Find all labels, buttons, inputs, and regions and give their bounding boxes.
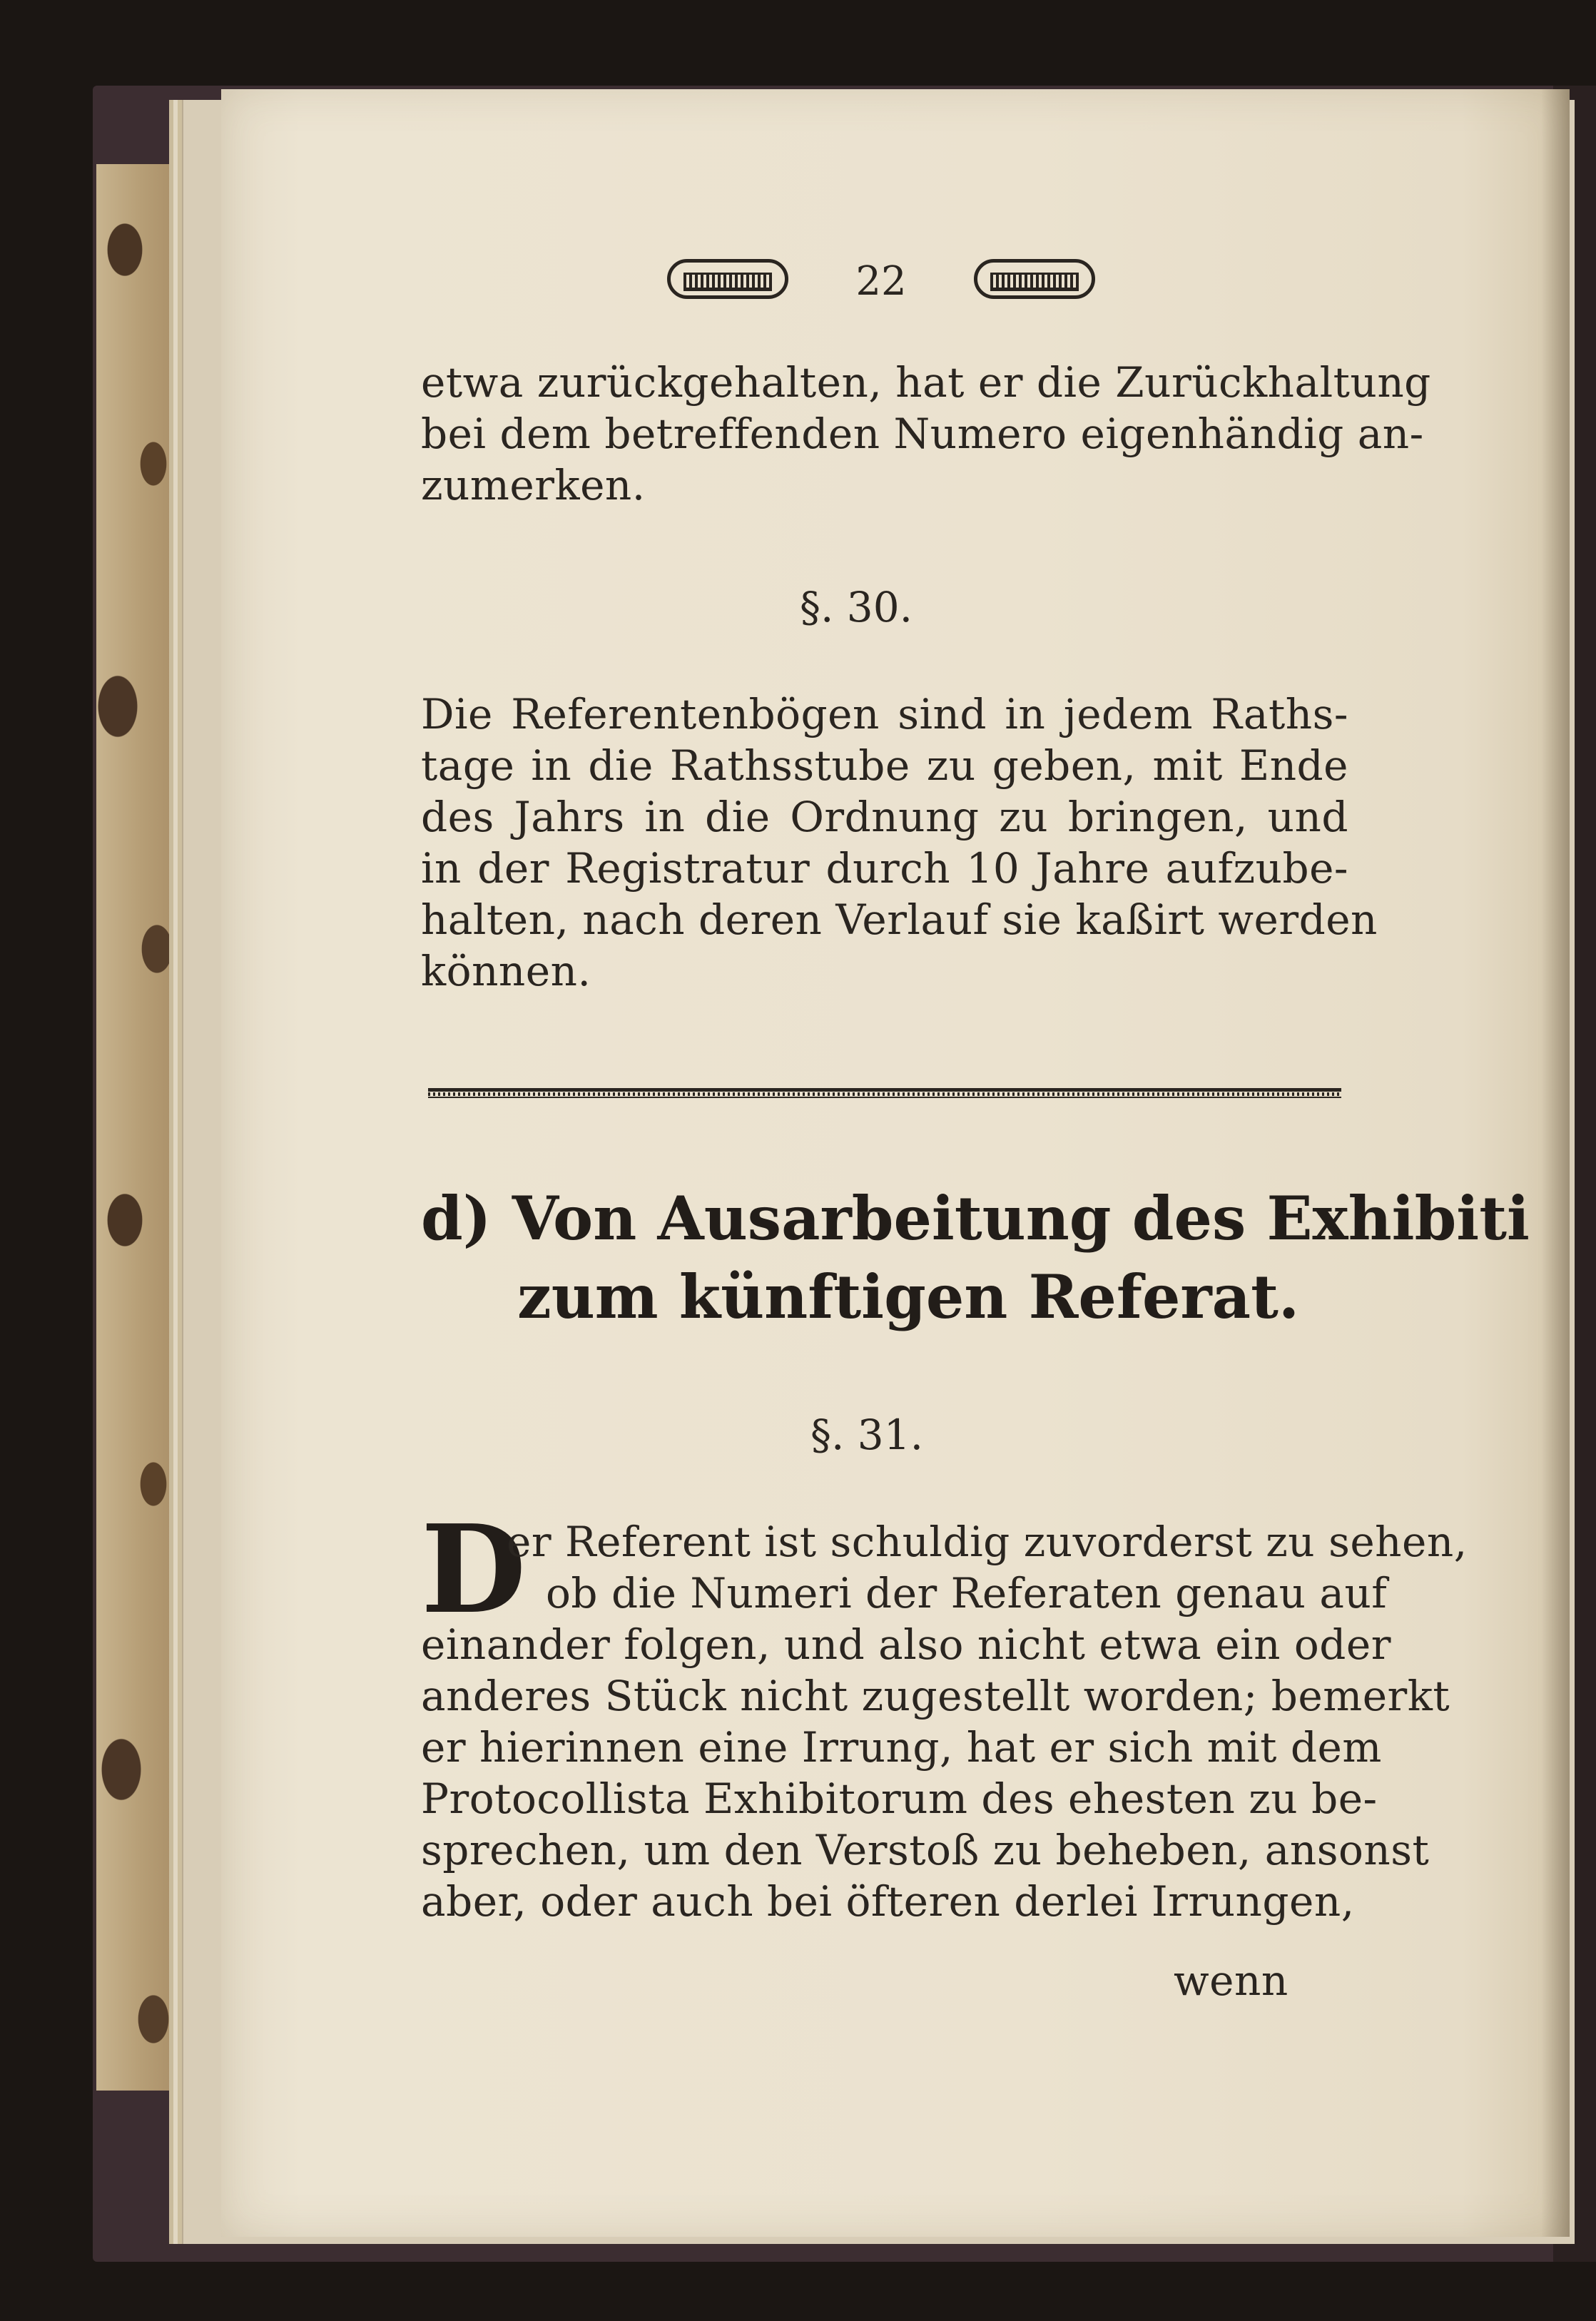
text-line: ob die Numeri der Referaten genau auf: [546, 1569, 1388, 1617]
text-line: er hierinnen eine Irrung, hat er sich mit dem: [421, 1723, 1382, 1772]
section-heading-continued: zum künftigen Referat.: [517, 1261, 1300, 1332]
text-line: tage in die Rathsstube zu geben, mit Ende: [421, 741, 1348, 790]
text-line: des Jahrs in die Ordnung zu bringen, und: [421, 793, 1348, 841]
catchword: wenn: [1174, 1956, 1289, 2005]
text-line: einander folgen, und also nicht etwa ein oder: [421, 1620, 1391, 1669]
text-line: er Referent ist schuldig zuvorderst zu sehen,: [507, 1518, 1468, 1566]
text-line: halten, nach deren Verlauf sie kaßirt werden: [421, 895, 1378, 944]
text-line: können.: [421, 947, 591, 995]
drop-capital: D: [421, 1498, 527, 1641]
marbled-board: [96, 164, 182, 2091]
section-divider-rule: [428, 1088, 1341, 1098]
section-30-mark: §. 30.: [799, 583, 913, 631]
running-header: [667, 253, 1095, 310]
left-ornament-icon: [667, 259, 788, 299]
text-line: etwa zurückgehalten, hat er die Zurückhaltung: [421, 358, 1431, 407]
section-31-mark: §. 31.: [810, 1411, 924, 1459]
text-line: Die Referentenbögen sind in jedem Raths-: [421, 690, 1348, 738]
section-heading: d) Von Ausarbeitung des Exhibiti: [421, 1183, 1530, 1254]
page-gutter-shadow: [1541, 89, 1570, 2237]
page-number: 22: [855, 258, 907, 305]
text-line: zumerken.: [421, 461, 646, 509]
text-line: sprechen, um den Verstoß zu beheben, ansonst: [421, 1826, 1430, 1874]
right-ornament-icon: [974, 259, 1095, 299]
text-line: Protocollista Exhibitorum des ehesten zu be-: [421, 1774, 1378, 1823]
text-line: anderes Stück nicht zugestellt worden; bemerkt: [421, 1672, 1450, 1720]
text-line: aber, oder auch bei öfteren derlei Irrungen,: [421, 1877, 1355, 1926]
text-line: in der Registratur durch 10 Jahre aufzube-: [421, 844, 1348, 893]
text-line: bei dem betreffenden Numero eigenhändig an-: [421, 410, 1424, 458]
